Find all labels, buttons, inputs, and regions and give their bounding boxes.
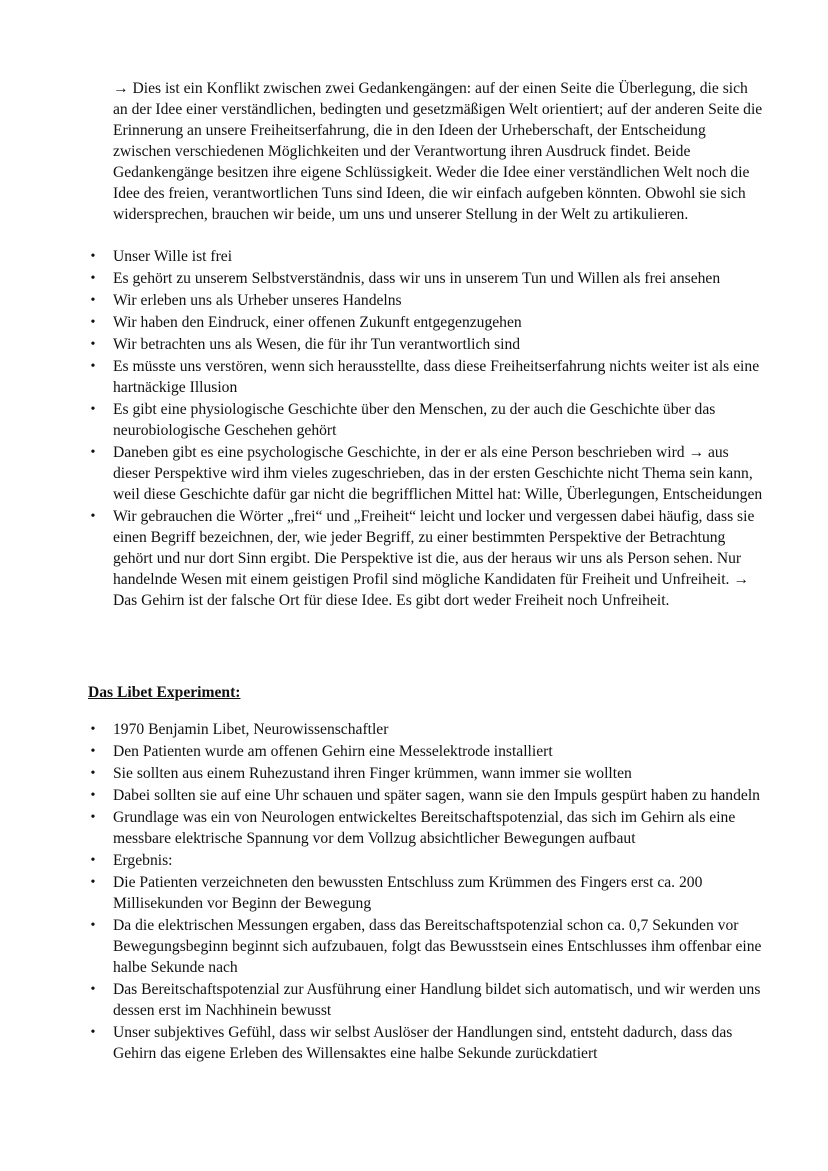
list-item	[0, 506, 763, 611]
bullet-icon: •	[90, 853, 96, 868]
list-item-text: Wir erleben uns als Urheber unseres Handelns	[113, 292, 402, 309]
bullet-icon: •	[90, 766, 96, 781]
list-item	[0, 915, 763, 978]
bullet-icon: •	[90, 293, 96, 308]
bullet-icon: •	[90, 315, 96, 330]
list-item	[0, 807, 763, 849]
list-item-text: Unser subjektives Gefühl, dass wir selbst Auslöser der Handlungen sind, entsteht dadurch, dass das Gehirn das eigene Erleben des Willensaktes eine halbe Sekunde zurückdatiert	[113, 1024, 733, 1062]
list-item	[0, 442, 763, 505]
list-item-text: Wir haben den Eindruck, einer offenen Zukunft entgegenzugehen	[113, 314, 522, 331]
list-item-text: Wir gebrauchen die Wörter „frei“ und „Freiheit“ leicht und locker und vergessen dabei häufig, dass sie einen Begriff bezeichnen, der, wie jeder Begriff, zu einer bestimmten Perspektive der Betrachtung gehört und nur dort Sinn ergibt. Die Perspektive ist die, aus der heraus wir uns als Person sehen. Nur handelnde Wesen mit einem geistigen Profil sind mögliche Kandidaten für Freiheit und Unfreiheit. → Das Gehirn ist der falsche Ort für diese Idee. Es gibt dort weder Freiheit noch Unfreiheit.	[113, 508, 755, 609]
list-item	[0, 872, 763, 914]
section-heading: Das Libet Experiment:	[88, 684, 241, 701]
list-item-text: Wir betrachten uns als Wesen, die für ihr Tun verantwortlich sind	[113, 336, 521, 353]
intro-paragraph: → Dies ist ein Konflikt zwischen zwei Gedankengängen: auf der einen Seite die Überlegung, die sich an der Idee einer verständlichen, bedingten und gesetzmäßigen Welt orientiert; auf der anderen Seite die Erinnerung an unsere Freiheitserfahrung, die in den Ideen der Urheberschaft, der Entscheidung zwischen verschiedenen Möglichkeiten und der Verantwortung ihren Ausdruck findet. Beide Gedankengänge besitzen ihre eigene Schlüssigkeit. Weder die Idee einer verständlichen Welt noch die Idee des freien, verantwortlichen Tuns sind Ideen, die wir einfach aufgeben könnten. Obwohl sie sich widersprechen, brauchen wir beide, um uns und unserer Stellung in der Welt zu artikulieren.	[113, 80, 763, 223]
list-item	[0, 290, 763, 311]
bullet-icon: •	[90, 982, 96, 997]
libet-bullet-list	[0, 719, 828, 1065]
list-item	[0, 741, 763, 762]
list-item-text: Daneben gibt es eine psychologische Geschichte, in der er als eine Person beschrieben wird → aus dieser Perspektive wird ihm vieles zugeschrieben, das in der ersten Geschichte nicht Thema sein kann, weil diese Geschichte dafür gar nicht die begrifflichen Mittel hat: Wille, Überlegungen, Entscheidungen	[113, 444, 763, 503]
bullet-icon: •	[90, 722, 96, 737]
list-item-text: Den Patienten wurde am offenen Gehirn eine Messelektrode installiert	[113, 743, 553, 760]
bullet-icon: •	[90, 788, 96, 803]
list-item-text: Die Patienten verzeichneten den bewussten Entschluss zum Krümmen des Fingers erst ca. 200 Millisekunden vor Beginn der Bewegung	[113, 874, 703, 912]
list-item	[0, 356, 763, 398]
list-item-text: Ergebnis:	[113, 852, 173, 869]
list-item	[0, 850, 763, 871]
list-item-text: Dabei sollten sie auf eine Uhr schauen und später sagen, wann sie den Impuls gespürt haben zu handeln	[113, 787, 760, 804]
list-item-text: Unser Wille ist frei	[113, 248, 233, 265]
bullet-icon: •	[90, 271, 96, 286]
list-item-text: Grundlage was ein von Neurologen entwickeltes Bereitschaftspotenzial, das sich im Gehirn als eine messbare elektrische Spannung vor dem Vollzug absichtlicher Bewegungen aufbaut	[113, 809, 736, 847]
bullet-icon: •	[90, 509, 96, 524]
list-item	[0, 268, 763, 289]
bullet-icon: •	[90, 249, 96, 264]
list-item	[0, 399, 763, 441]
bullet-icon: •	[90, 337, 96, 352]
bullet-icon: •	[90, 1025, 96, 1040]
list-item	[0, 719, 763, 740]
list-item	[0, 979, 763, 1021]
list-item-text: Es gibt eine physiologische Geschichte über den Menschen, zu der auch die Geschichte über das neurobiologische Geschehen gehört	[113, 401, 716, 439]
bullet-icon: •	[90, 744, 96, 759]
bullet-icon: •	[90, 402, 96, 417]
list-item-text: Sie sollten aus einem Ruhezustand ihren Finger krümmen, wann immer sie wollten	[113, 765, 632, 782]
bullet-icon: •	[90, 810, 96, 825]
list-item	[0, 246, 763, 267]
bullet-icon: •	[90, 359, 96, 374]
list-item	[0, 334, 763, 355]
list-item-text: Da die elektrischen Messungen ergaben, dass das Bereitschaftspotenzial schon ca. 0,7 Sekunden vor Bewegungsbeginn beginnt sich aufzubauen, folgt das Bewusstsein eines Entschlusses ihm offenbar eine halbe Sekunde nach	[113, 917, 762, 976]
list-item-text: 1970 Benjamin Libet, Neurowissenschaftler	[113, 721, 389, 738]
list-item	[0, 312, 763, 333]
freedom-bullet-list	[0, 246, 828, 612]
list-item-text: Es gehört zu unserem Selbstverständnis, dass wir uns in unserem Tun und Willen als frei ansehen	[113, 270, 721, 287]
list-item-text: Es müsste uns verstören, wenn sich herausstellte, dass diese Freiheitserfahrung nichts weiter ist als eine hartnäckige Illusion	[113, 358, 760, 396]
list-item	[0, 1022, 763, 1064]
list-item	[0, 785, 763, 806]
bullet-icon: •	[90, 445, 96, 460]
bullet-icon: •	[90, 918, 96, 933]
list-item-text: Das Bereitschaftspotenzial zur Ausführung einer Handlung bildet sich automatisch, und wir werden uns dessen erst im Nachhinein bewusst	[113, 981, 761, 1019]
list-item	[0, 763, 763, 784]
bullet-icon: •	[90, 875, 96, 890]
